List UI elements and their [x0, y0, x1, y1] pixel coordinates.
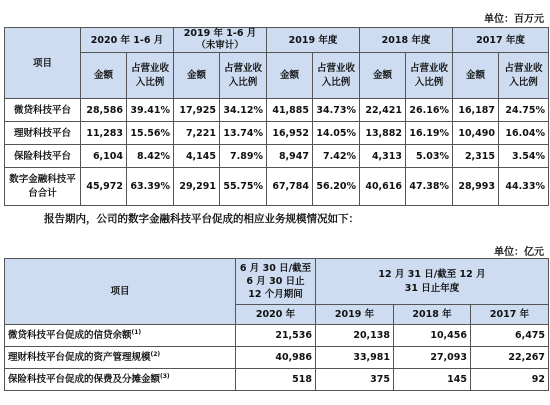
table2-row — [5, 325, 549, 347]
cell-value: 55.75% — [220, 168, 267, 206]
row-label: 理财科技平台 — [5, 122, 81, 145]
table2-unit: 单位：亿元 — [494, 247, 544, 258]
cell-value: 20,138 — [316, 325, 394, 347]
table1-period-header: 2017 年度 — [453, 28, 549, 53]
cell-value: 40,986 — [236, 347, 316, 369]
footnote-ref: (3) — [160, 372, 170, 380]
table2-header-col1: 6 月 30 日/截至 6 月 30 日止 12 个月期间 — [236, 259, 316, 305]
cell-value: 8.42% — [127, 145, 174, 168]
table1-row — [5, 145, 549, 168]
cell-value: 10,490 — [453, 122, 499, 145]
table1-sub-amount: 金额 — [453, 53, 499, 99]
cell-value: 28,993 — [453, 168, 499, 206]
cell-value: 2,315 — [453, 145, 499, 168]
table1-sub-amount: 金额 — [174, 53, 220, 99]
table1-row — [5, 99, 549, 122]
cell-value: 24.75% — [499, 99, 549, 122]
cell-value: 3.54% — [499, 145, 549, 168]
cell-value: 26.16% — [406, 99, 453, 122]
cell-value: 6,104 — [81, 145, 127, 168]
table2-year-header: 2018 年 — [394, 305, 471, 325]
table2-row — [5, 369, 549, 391]
cell-value: 14.05% — [313, 122, 360, 145]
table1-sub-ratio: 占营业收入比例 — [313, 53, 360, 99]
table2-header-group: 12 月 31 日/截至 12 月 31 日止年度 — [316, 259, 549, 305]
cell-value: 16.04% — [499, 122, 549, 145]
cell-value: 13,882 — [360, 122, 406, 145]
cell-value: 375 — [316, 369, 394, 391]
cell-value: 145 — [394, 369, 471, 391]
cell-value: 34.12% — [220, 99, 267, 122]
cell-value: 29,291 — [174, 168, 220, 206]
cell-value: 92 — [471, 369, 549, 391]
footnote-ref: (2) — [150, 350, 161, 358]
cell-value: 27,093 — [394, 347, 471, 369]
cell-value: 33,981 — [316, 347, 394, 369]
cell-value: 6,475 — [471, 325, 549, 347]
cell-value: 45,972 — [81, 168, 127, 206]
cell-value: 7.42% — [313, 145, 360, 168]
table2-year-header: 2017 年 — [471, 305, 549, 325]
table1-sub-amount: 金额 — [360, 53, 406, 99]
cell-value: 518 — [236, 369, 316, 391]
cell-value: 16.19% — [406, 122, 453, 145]
row-label: 保险科技平台 — [5, 145, 81, 168]
cell-value: 56.20% — [313, 168, 360, 206]
table1-row — [5, 122, 549, 145]
table1-period-header: 2020 年 1-6 月 — [81, 28, 174, 53]
table1-period-header: 2019 年度 — [267, 28, 360, 53]
cell-value: 39.41% — [127, 99, 174, 122]
cell-value: 34.73% — [313, 99, 360, 122]
row-label-text: 保险科技平台促成的保费及分摊金额 — [8, 374, 161, 385]
cell-value: 17,925 — [174, 99, 220, 122]
row-label: 数字金融科技平台合计 — [5, 168, 81, 206]
cell-value: 4,145 — [174, 145, 220, 168]
footnote-ref: (1) — [131, 328, 142, 336]
cell-value: 11,283 — [81, 122, 127, 145]
cell-value: 7,221 — [174, 122, 220, 145]
table1-sub-ratio: 占营业收入比例 — [220, 53, 267, 99]
table1-row — [5, 168, 549, 206]
cell-value: 44.33% — [499, 168, 549, 206]
cell-value: 7.89% — [220, 145, 267, 168]
cell-value: 63.39% — [127, 168, 174, 206]
cell-value: 16,952 — [267, 122, 313, 145]
table1-sub-ratio: 占营业收入比例 — [406, 53, 453, 99]
row-label-text: 微贷科技平台促成的信贷余额 — [8, 330, 132, 341]
row-label — [5, 325, 236, 347]
cell-value: 67,784 — [267, 168, 313, 206]
table2-header-item: 项目 — [5, 259, 236, 325]
cell-value: 28,586 — [81, 99, 127, 122]
table1-unit: 单位：百万元 — [484, 14, 544, 25]
table1-sub-amount: 金额 — [267, 53, 313, 99]
cell-value: 22,267 — [471, 347, 549, 369]
cell-value: 22,421 — [360, 99, 406, 122]
cell-value: 5.03% — [406, 145, 453, 168]
row-label: 微贷科技平台 — [5, 99, 81, 122]
cell-value: 41,885 — [267, 99, 313, 122]
cell-value: 21,536 — [236, 325, 316, 347]
cell-value: 4,313 — [360, 145, 406, 168]
cell-value: 47.38% — [406, 168, 453, 206]
table1-sub-amount: 金额 — [81, 53, 127, 99]
row-label — [5, 347, 236, 369]
table1-sub-ratio: 占营业收入比例 — [127, 53, 174, 99]
cell-value: 13.74% — [220, 122, 267, 145]
table2-year-header: 2020 年 — [236, 305, 316, 325]
row-label-text: 理财科技平台促成的资产管理规模 — [8, 352, 151, 363]
table2-row — [5, 347, 549, 369]
table1-period-header: 2018 年度 — [360, 28, 453, 53]
cell-value: 16,187 — [453, 99, 499, 122]
body-paragraph: 报告期内，公司的数字金融科技平台促成的相应业务规模情况如下： — [44, 213, 359, 225]
table-1 — [4, 27, 549, 206]
cell-value: 10,456 — [394, 325, 471, 347]
cell-value: 15.56% — [127, 122, 174, 145]
table1-period-header: 2019 年 1-6 月（未审计） — [174, 28, 267, 53]
table-2 — [4, 258, 549, 391]
cell-value: 40,616 — [360, 168, 406, 206]
table2-year-header: 2019 年 — [316, 305, 394, 325]
table1-header-item: 项目 — [5, 28, 81, 99]
table1-sub-ratio: 占营业收入比例 — [499, 53, 549, 99]
cell-value: 8,947 — [267, 145, 313, 168]
row-label — [5, 369, 236, 391]
